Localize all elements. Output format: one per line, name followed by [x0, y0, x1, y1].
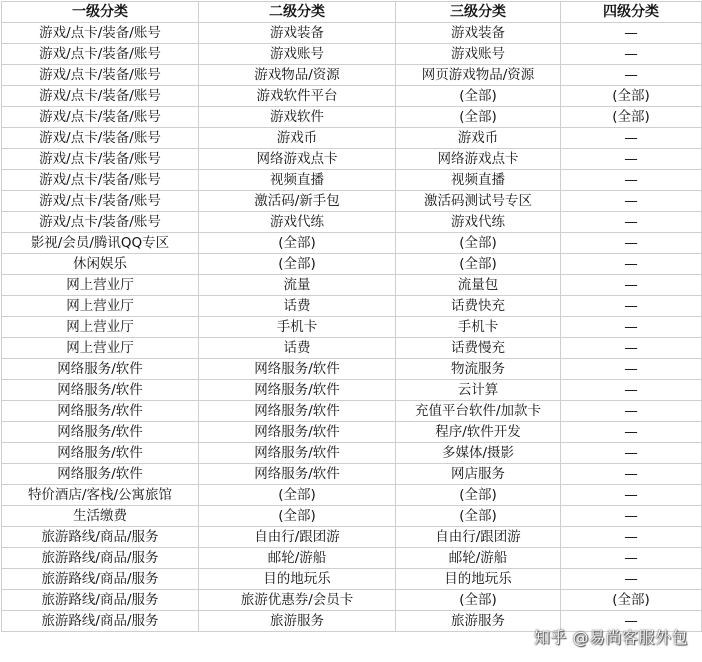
- cell-level-3: 手机卡: [396, 317, 561, 338]
- cell-level-2: 网络服务/软件: [199, 359, 396, 380]
- cell-level-1: 旅游路线/商品/服务: [2, 527, 199, 548]
- cell-level-1: 旅游路线/商品/服务: [2, 590, 199, 611]
- cell-level-4: —: [561, 65, 702, 86]
- cell-level-3: (全部): [396, 485, 561, 506]
- table-row: [2, 359, 702, 380]
- table-row: [2, 443, 702, 464]
- cell-level-4: —: [561, 422, 702, 443]
- table-row: [2, 485, 702, 506]
- cell-level-2: 激活码/新手包: [199, 191, 396, 212]
- cell-level-2: 邮轮/游船: [199, 548, 396, 569]
- cell-level-3: 游戏币: [396, 128, 561, 149]
- cell-level-2: 自由行/跟团游: [199, 527, 396, 548]
- cell-level-2: (全部): [199, 506, 396, 527]
- cell-level-3: 游戏账号: [396, 44, 561, 65]
- cell-level-1: 网络服务/软件: [2, 401, 199, 422]
- cell-level-1: 网上营业厅: [2, 275, 199, 296]
- table-row: [2, 548, 702, 569]
- cell-level-4: —: [561, 149, 702, 170]
- cell-level-4: —: [561, 464, 702, 485]
- cell-level-1: 网上营业厅: [2, 338, 199, 359]
- cell-level-3: 话费慢充: [396, 338, 561, 359]
- cell-level-4: —: [561, 296, 702, 317]
- header-level-4: 四级分类: [561, 2, 702, 23]
- cell-level-2: 网络服务/软件: [199, 380, 396, 401]
- table-row: [2, 590, 702, 611]
- cell-level-3: (全部): [396, 506, 561, 527]
- cell-level-1: 特价酒店/客栈/公寓旅馆: [2, 485, 199, 506]
- cell-level-3: (全部): [396, 254, 561, 275]
- cell-level-3: 网店服务: [396, 464, 561, 485]
- cell-level-3: 云计算: [396, 380, 561, 401]
- cell-level-3: (全部): [396, 233, 561, 254]
- cell-level-1: 游戏/点卡/装备/账号: [2, 65, 199, 86]
- cell-level-1: 游戏/点卡/装备/账号: [2, 170, 199, 191]
- cell-level-1: 游戏/点卡/装备/账号: [2, 149, 199, 170]
- cell-level-2: 旅游优惠券/会员卡: [199, 590, 396, 611]
- cell-level-3: 激活码测试号专区: [396, 191, 561, 212]
- cell-level-1: 生活缴费: [2, 506, 199, 527]
- cell-level-4: —: [561, 359, 702, 380]
- cell-level-3: 目的地玩乐: [396, 569, 561, 590]
- cell-level-2: (全部): [199, 233, 396, 254]
- cell-level-4: —: [561, 380, 702, 401]
- table-row: [2, 23, 702, 44]
- cell-level-3: (全部): [396, 590, 561, 611]
- cell-level-1: 旅游路线/商品/服务: [2, 569, 199, 590]
- cell-level-2: 手机卡: [199, 317, 396, 338]
- header-row: [2, 2, 702, 23]
- cell-level-2: 网络服务/软件: [199, 464, 396, 485]
- cell-level-2: 游戏软件平台: [199, 86, 396, 107]
- cell-level-1: 旅游路线/商品/服务: [2, 548, 199, 569]
- cell-level-4: —: [561, 275, 702, 296]
- cell-level-2: 网络游戏点卡: [199, 149, 396, 170]
- cell-level-1: 网上营业厅: [2, 317, 199, 338]
- table-row: [2, 191, 702, 212]
- cell-level-4: —: [561, 170, 702, 191]
- table-row: [2, 422, 702, 443]
- cell-level-2: 网络服务/软件: [199, 443, 396, 464]
- table-row: [2, 338, 702, 359]
- cell-level-4: —: [561, 401, 702, 422]
- cell-level-1: 旅游路线/商品/服务: [2, 611, 199, 632]
- cell-level-1: 网络服务/软件: [2, 359, 199, 380]
- cell-level-4: —: [561, 338, 702, 359]
- cell-level-1: 游戏/点卡/装备/账号: [2, 107, 199, 128]
- cell-level-4: (全部): [561, 86, 702, 107]
- cell-level-2: 游戏币: [199, 128, 396, 149]
- table-row: [2, 254, 702, 275]
- cell-level-1: 游戏/点卡/装备/账号: [2, 212, 199, 233]
- cell-level-1: 游戏/点卡/装备/账号: [2, 191, 199, 212]
- cell-level-4: —: [561, 191, 702, 212]
- cell-level-1: 休闲娱乐: [2, 254, 199, 275]
- table-row: [2, 128, 702, 149]
- cell-level-4: —: [561, 443, 702, 464]
- cell-level-3: 旅游服务: [396, 611, 561, 632]
- cell-level-3: 网络游戏点卡: [396, 149, 561, 170]
- cell-level-4: (全部): [561, 590, 702, 611]
- cell-level-3: 充值平台软件/加款卡: [396, 401, 561, 422]
- cell-level-4: —: [561, 128, 702, 149]
- cell-level-3: 程序/软件开发: [396, 422, 561, 443]
- cell-level-1: 网络服务/软件: [2, 443, 199, 464]
- table-body: [2, 23, 702, 632]
- table-row: [2, 317, 702, 338]
- cell-level-2: 话费: [199, 338, 396, 359]
- cell-level-3: 视频直播: [396, 170, 561, 191]
- table-row: [2, 107, 702, 128]
- watermark-text: 知乎 @易尚客服外包: [533, 628, 688, 647]
- cell-level-4: —: [561, 569, 702, 590]
- table-row: [2, 44, 702, 65]
- cell-level-1: 游戏/点卡/装备/账号: [2, 23, 199, 44]
- cell-level-2: 游戏软件: [199, 107, 396, 128]
- table-row: [2, 212, 702, 233]
- cell-level-2: 旅游服务: [199, 611, 396, 632]
- cell-level-4: —: [561, 527, 702, 548]
- cell-level-1: 网络服务/软件: [2, 380, 199, 401]
- cell-level-2: (全部): [199, 485, 396, 506]
- cell-level-3: (全部): [396, 107, 561, 128]
- cell-level-4: —: [561, 548, 702, 569]
- cell-level-2: (全部): [199, 254, 396, 275]
- category-table: [1, 1, 702, 632]
- table-row: [2, 506, 702, 527]
- cell-level-3: (全部): [396, 86, 561, 107]
- table-row: [2, 86, 702, 107]
- cell-level-3: 游戏装备: [396, 23, 561, 44]
- cell-level-4: —: [561, 233, 702, 254]
- cell-level-3: 游戏代练: [396, 212, 561, 233]
- cell-level-1: 网上营业厅: [2, 296, 199, 317]
- header-level-1: 一级分类: [2, 2, 199, 23]
- table-row: [2, 275, 702, 296]
- cell-level-1: 游戏/点卡/装备/账号: [2, 86, 199, 107]
- header-level-2: 二级分类: [199, 2, 396, 23]
- cell-level-1: 游戏/点卡/装备/账号: [2, 44, 199, 65]
- cell-level-2: 游戏物品/资源: [199, 65, 396, 86]
- table-row: [2, 149, 702, 170]
- cell-level-2: 游戏账号: [199, 44, 396, 65]
- cell-level-1: 游戏/点卡/装备/账号: [2, 128, 199, 149]
- cell-level-2: 视频直播: [199, 170, 396, 191]
- cell-level-1: 影视/会员/腾讯QQ专区: [2, 233, 199, 254]
- table-row: [2, 296, 702, 317]
- table-row: [2, 233, 702, 254]
- cell-level-2: 游戏代练: [199, 212, 396, 233]
- table-row: [2, 401, 702, 422]
- header-level-3: 三级分类: [396, 2, 561, 23]
- table-row: [2, 569, 702, 590]
- table-row: [2, 380, 702, 401]
- cell-level-3: 网页游戏物品/资源: [396, 65, 561, 86]
- cell-level-2: 流量: [199, 275, 396, 296]
- cell-level-4: —: [561, 485, 702, 506]
- table-row: [2, 65, 702, 86]
- cell-level-4: (全部): [561, 107, 702, 128]
- cell-level-4: —: [561, 317, 702, 338]
- cell-level-2: 网络服务/软件: [199, 422, 396, 443]
- cell-level-2: 话费: [199, 296, 396, 317]
- cell-level-4: —: [561, 44, 702, 65]
- cell-level-1: 网络服务/软件: [2, 464, 199, 485]
- cell-level-4: —: [561, 611, 702, 632]
- cell-level-3: 多媒体/摄影: [396, 443, 561, 464]
- cell-level-4: —: [561, 506, 702, 527]
- cell-level-3: 邮轮/游船: [396, 548, 561, 569]
- cell-level-3: 流量包: [396, 275, 561, 296]
- cell-level-2: 游戏装备: [199, 23, 396, 44]
- table-row: [2, 464, 702, 485]
- cell-level-3: 物流服务: [396, 359, 561, 380]
- table-row: [2, 527, 702, 548]
- cell-level-3: 话费快充: [396, 296, 561, 317]
- cell-level-2: 网络服务/软件: [199, 401, 396, 422]
- cell-level-4: —: [561, 254, 702, 275]
- cell-level-2: 目的地玩乐: [199, 569, 396, 590]
- table-row: [2, 170, 702, 191]
- cell-level-4: —: [561, 212, 702, 233]
- watermark: [534, 625, 688, 648]
- cell-level-3: 自由行/跟团游: [396, 527, 561, 548]
- cell-level-4: —: [561, 23, 702, 44]
- cell-level-1: 网络服务/软件: [2, 422, 199, 443]
